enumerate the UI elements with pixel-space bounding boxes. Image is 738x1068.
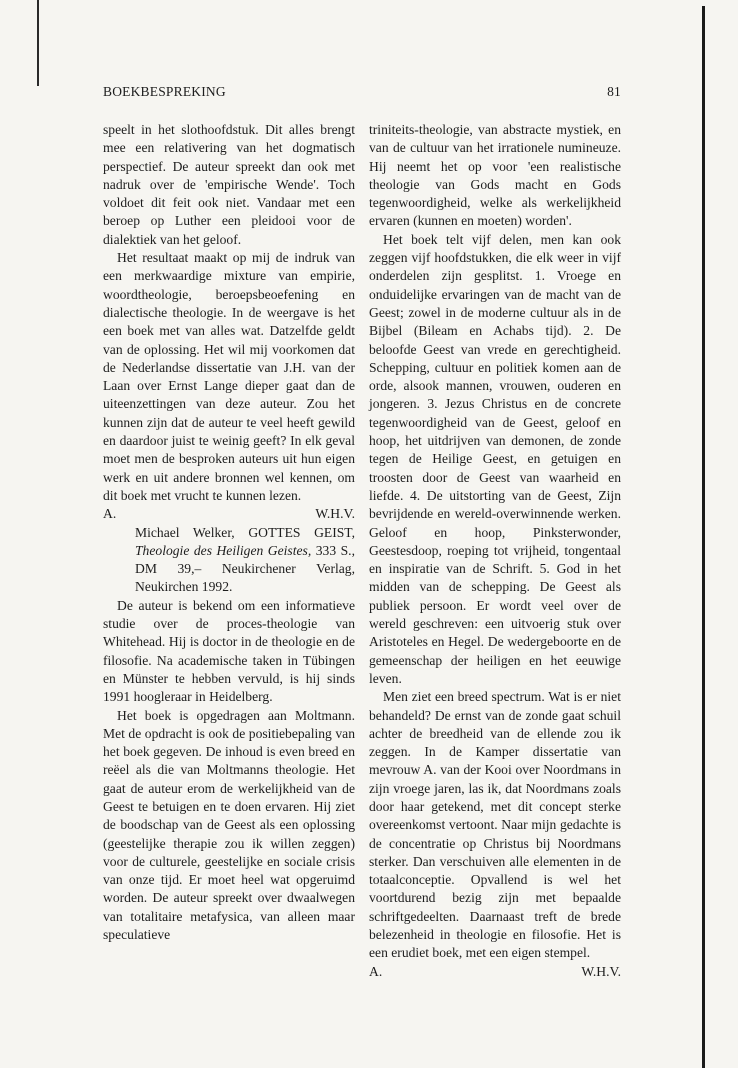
signature-reviewer: W.H.V.	[581, 963, 621, 979]
paragraph: Het resultaat maakt op mij de indruk van een merkwaardige mixture van empirie, woordtheologie, beroepsbeoefening en dialectische theologie. In de weergave is het een boek met van alles wat. Datzelfde geldt van de oplossing. Het wil mij voorkomen dat de Nederlandse dissertatie van J.H. van der Laan over Ernst Lange dieper gaat dan de uiteenzettingen van deze auteur. Zou het kunnen zijn dat de auteur te veel heeft gewild en daardoor juist te weinig geeft? In elk geval moet men de besproken auteurs uit hun eigen werk en uit andere bronnen wel kennen, om dit boek met vrucht te kunnen lezen.	[103, 250, 355, 503]
paragraph: speelt in het slothoofdstuk. Dit alles brengt mee een relativering van het dogmatisch perspectief. De auteur spreekt dan ook met nadruk over de 'empirische Wende'. Toch voldoet dit feit ook niet. Vandaar met een beroep op Luther een pleidooi voor de dialektiek van het geloof.	[103, 122, 355, 247]
paragraph: Het boek telt vijf delen, men kan ook zeggen vijf hoofdstukken, die elk weer in vijf onderdelen zijn gesplitst. 1. Vroege en onduidelijke ervaringen van de macht van de Geest; zowel in de moderne cultuur als in de Bijbel (Bileam en Achabs tijd). 2. De beloofde Geest van vrede en gerechtigheid. Schepping, cultuur en politiek komen aan de orde, alsook mannen, vrouwen, ouderen en jongeren. 3. Jezus Christus en de concrete tegenwoordigheid van de Geest, geloof en hoop, het uitdrijven van demonen, de zonde tegen de Heilige Geest, en getuigen en troosten door de Geest van waarheid en liefde. 4. De uitstorting van de Geest, Zijn bevrijdende en wereld-overwinnende werken. Geloof en hoop, Pinksterwonder, Geestesdoop, roeping tot vrijheid, tongentaal en inspiratie van de Schrift. 5. God in het midden van de schepping. De Geest als publiek persoon. Er wordt veel over de wereld geschreven: een uitvoerig stuk over Aristoteles en Hegel. De wedergeboorte en de gemeenschap der heiligen en het eeuwige leven.	[369, 231, 621, 686]
signature-initial: A.	[103, 506, 117, 522]
paragraph: De auteur is bekend om een informatieve studie over de proces-theologie van Whitehead. Hij is doctor in de theologie en de filosofie. Na academische taken in Tübingen en Münster te hebben vervuld, is hij sinds 1991 hoogleraar in Heidelberg.	[103, 597, 355, 705]
paragraph: triniteits-theologie, van abstracte mystiek, en van de cultuur van het irrationele numineuze. Hij neemt het op voor 'een realistische theologie van Gods macht en Gods tegenwoordigheid, welke als werkelijkheid ervaren (kunnen en moeten) worden'.	[369, 122, 621, 229]
signature-initial: A.	[369, 963, 383, 979]
page-edge-right	[702, 6, 705, 1068]
page-edge-left	[37, 0, 39, 86]
book-details: 333 S., DM 39,– Neukirchener Verlag, Neukirchen 1992.	[135, 542, 355, 595]
signature	[103, 505, 355, 523]
running-title: BOEKBESPREKING	[103, 84, 226, 99]
right-column	[369, 121, 621, 981]
book-author-title: Michael Welker, GOTTES GEIST,	[135, 524, 355, 540]
paragraph: Men ziet een breed spectrum. Wat is er niet behandeld? De ernst van de zonde gaat schuil achter de breedheid van de ellende zou ik zeggen. In de Kamper dissertatie van mevrouw A. van der Kooi over Noordmans in zijn vroege jaren, las ik, dat Noordmans zoals door haar getekend, met dit concept sterke overeenkomst vertoont. Naar mijn gedachte is de concentratie op Christus bij Noordmans sterker. Dan verschuiven alle elementen in de totaalconceptie. Opvallend is wel het voortdurend bezig zijn met bepaalde schriftgedeelten. Daarnaast treft de brede belezenheid in theologie en filosofie. Het is een erudiet boek, met een eigen stempel.	[369, 689, 621, 961]
book-subtitle: Theologie des Heiligen Geistes,	[135, 542, 312, 558]
book-reference	[103, 524, 355, 597]
running-header	[103, 84, 621, 104]
left-column	[103, 121, 355, 944]
signature-reviewer: W.H.V.	[315, 506, 355, 522]
signature	[369, 963, 621, 981]
paragraph: Het boek is opgedragen aan Moltmann. Met de opdracht is ook de positiebepaling van het boek gegeven. De inhoud is even breed en reëel als die van Moltmanns theologie. Het gaat de auteur erom de werkelijkheid van de Geest te betuigen en te doen ervaren. Hij ziet de boodschap van de Geest als een oplossing (geestelijke therapie zou ik willen zeggen) voor de culturele, geestelijke en sociale crisis van onze tijd. Er moet heel wat opgeruimd worden. De auteur spreekt over dwaalwegen van totalitaire metafysica, van alleen maar speculatieve	[103, 707, 355, 943]
page-number: 81	[607, 84, 621, 99]
